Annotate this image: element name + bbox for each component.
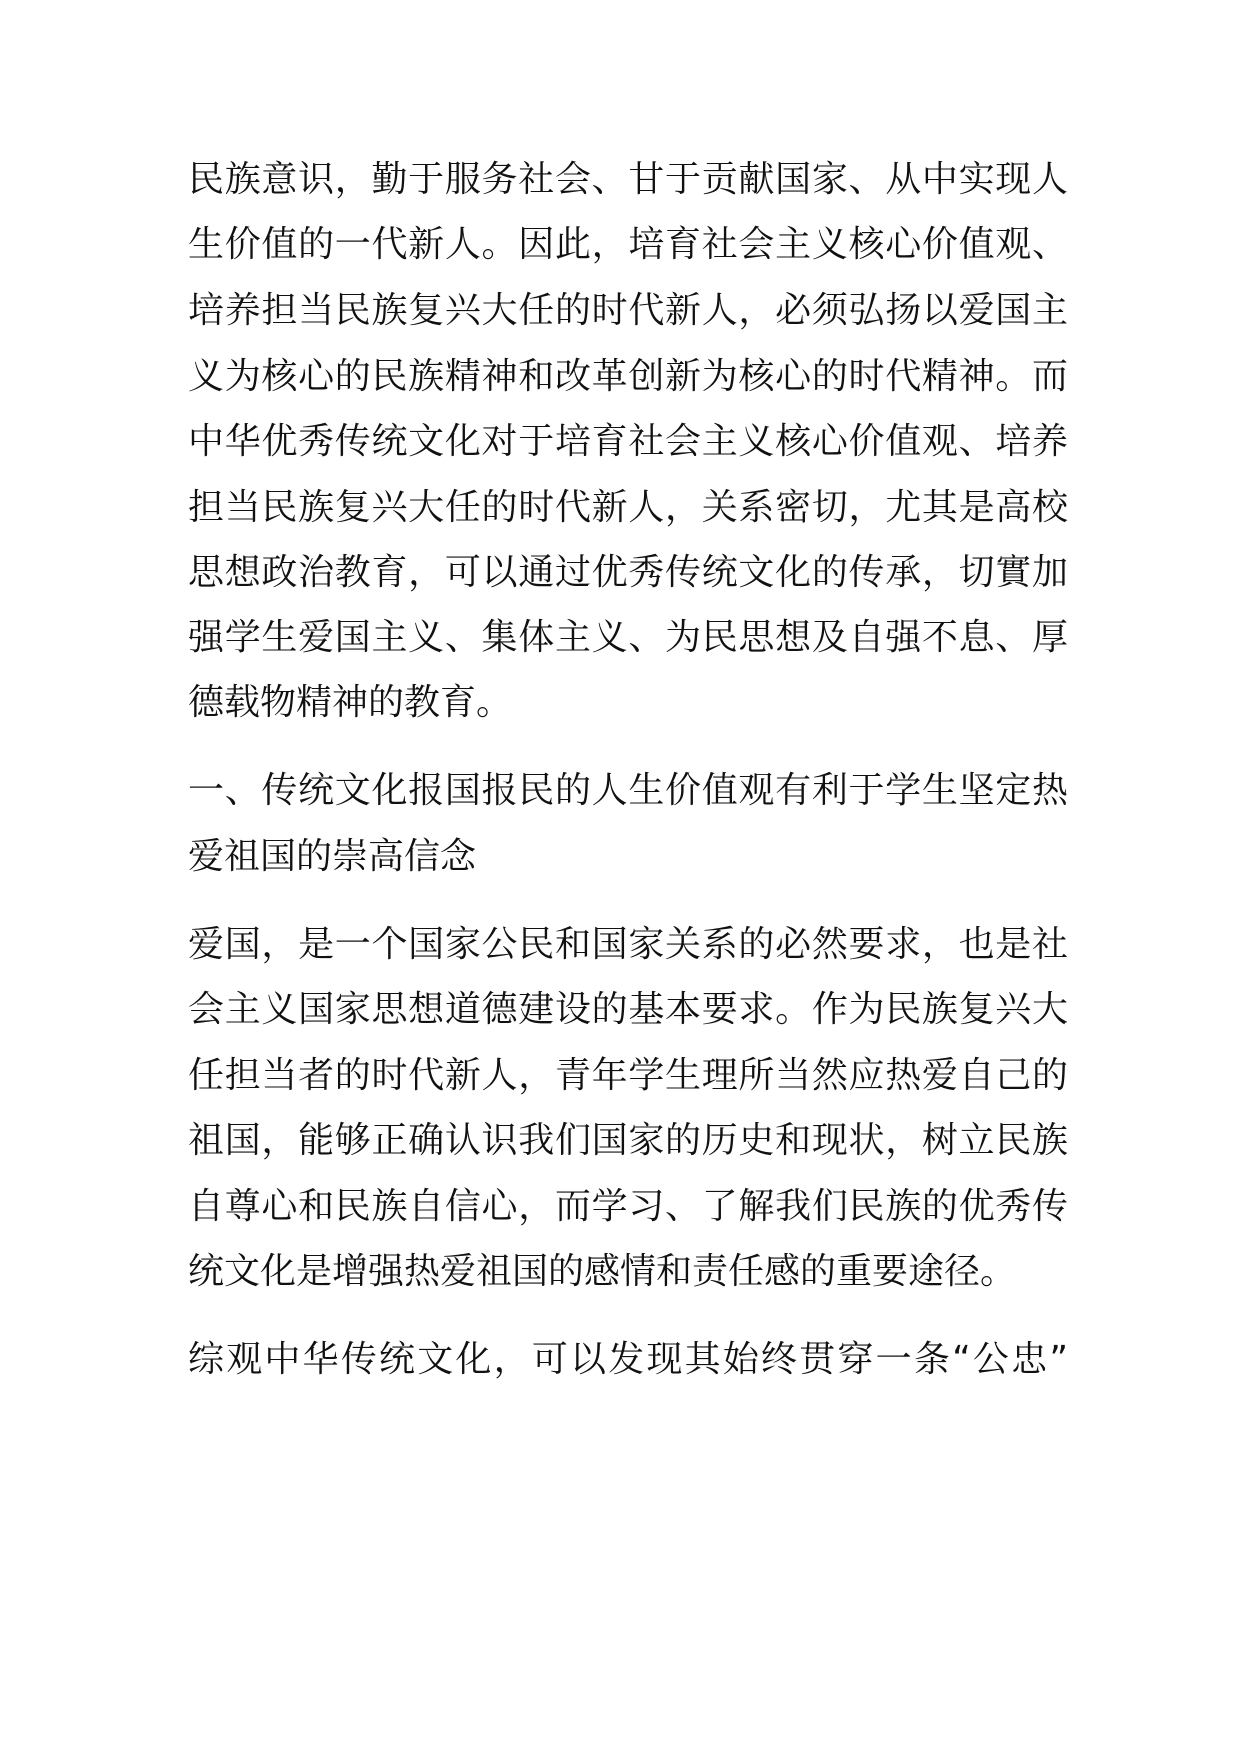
- paragraph-3-line-6: 统文化是增强热爱祖国的感情和责任感的重要途径。: [188, 1251, 1017, 1292]
- section-heading-line-2: 爱祖国的崇高信念: [188, 836, 477, 877]
- paragraph-4-line-1: 综观中华传统文化，可以发现其始终贯穿一条“公忠”: [188, 1339, 1068, 1380]
- paragraph-1-line-5: 中华优秀传统文化对于培育社会主义核心价值观、培养: [188, 421, 1068, 462]
- paragraph-3-line-2: 会主义国家思想道德建设的基本要求。作为民族复兴大: [188, 989, 1068, 1030]
- section-heading-line-1: 一、传统文化报国报民的人生价值观有利于学生坚定热: [188, 770, 1068, 811]
- paragraph-1-line-7: 思想政治教育，可以通过优秀传统文化的传承，切實加: [188, 552, 1068, 593]
- paragraph-1-line-9: 德载物精神的教育。: [188, 682, 513, 723]
- paragraph-1-line-6: 担当民族复兴大任的时代新人，关系密切，尤其是高校: [188, 487, 1068, 528]
- paragraph-3-line-4: 祖国，能够正确认识我们国家的历史和现状，树立民族: [188, 1120, 1068, 1161]
- paragraph-1-line-8: 强学生爱国主义、集体主义、为民思想及自强不息、厚: [188, 617, 1068, 658]
- paragraph-3-line-5: 自尊心和民族自信心，而学习、了解我们民族的优秀传: [188, 1186, 1068, 1227]
- paragraph-1-line-3: 培养担当民族复兴大任的时代新人，必须弘扬以爱国主: [188, 290, 1068, 331]
- paragraph-3-line-3: 任担当者的时代新人，青年学生理所当然应热爱自己的: [188, 1055, 1068, 1096]
- paragraph-1-line-4: 义为核心的民族精神和改革创新为核心的时代精神。而: [188, 356, 1068, 397]
- paragraph-1-line-1: 民族意识，勤于服务社会、甘于贡献国家、从中实现人: [188, 159, 1068, 200]
- paragraph-3-line-1: 爱国，是一个国家公民和国家关系的必然要求，也是社: [188, 924, 1068, 965]
- paragraph-1-line-2: 生价值的一代新人。因此，培育社会主义核心价值观、: [188, 224, 1068, 265]
